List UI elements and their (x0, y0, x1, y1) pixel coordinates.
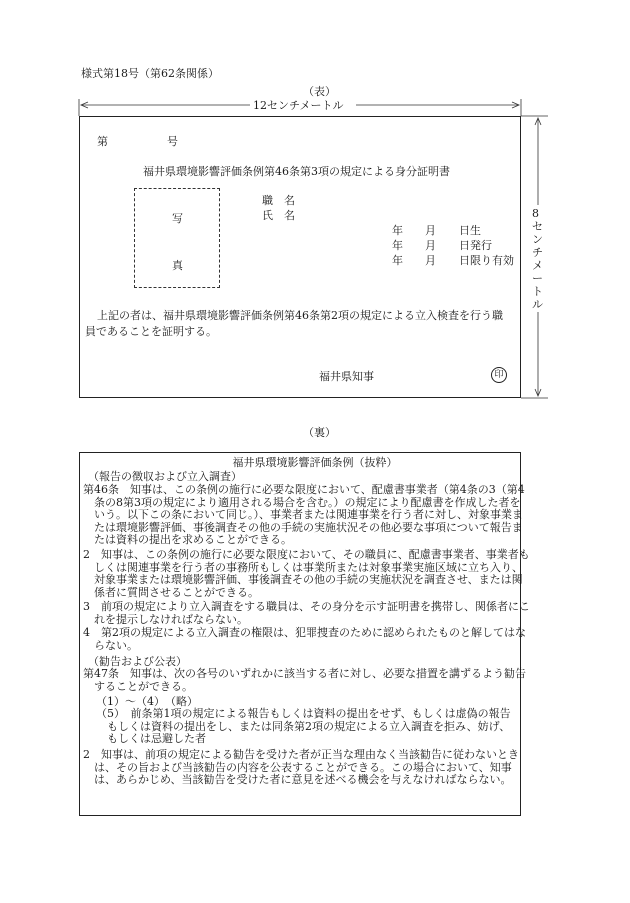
front-side-label: （表） (303, 85, 336, 98)
article-47-paragraph-2: 2 知事は、前項の規定による勧告を受けた者が正当な理由なく当該勧告に従わないときは、その旨および当該勧告の内容を公表することができる。この場合において、知事は、あらかじめ、当該勧告を受けた者に意見を述べる機会を与えなければならない。 (83, 748, 519, 787)
name-label: 氏 名 (262, 209, 295, 222)
width-dimension-label: 12センチメートル (253, 99, 344, 112)
article-47-item-5: （5） 前条第1項の規定による報告もしくは資料の提出をせず、もしくは虚偽の報告もしくは資料の提出をし、または同条第2項の規定による立入調査を拒み、妨げ、もしくは忌避した者 (96, 707, 511, 746)
date-year: 年 (392, 224, 403, 237)
article-47-items-omitted: （1）～（4） （略） (96, 695, 198, 708)
certification-line-2: 員であることを証明する。 (85, 325, 217, 338)
official-seal: 印 (491, 367, 507, 383)
date-year: 年 (392, 254, 403, 267)
article-46-paragraph-1: 第46条 知事は、この条例の施行に必要な限度において、配慮書事業者（第4条の3（第4条の8第3項の規定により適用される場合を含む。）の規定により配慮書を作成した者をいう。以下この条において同じ。）、事業者または関連事業を行う者に対し、対象事業または環境影響評価、事後調査その他の手続の実施状況その他必要な事項について報告または資料の提出を求めることができる。 (83, 483, 525, 547)
date-issued: 日発行 (459, 239, 492, 252)
height-dimension-label: 8センチメートル (532, 207, 543, 311)
date-month: 月 (425, 254, 436, 267)
date-month: 月 (425, 239, 436, 252)
section-heading-reports: （報告の徴収および立入調査） (88, 470, 242, 483)
photo-area (134, 188, 220, 288)
article-46-paragraph-2: 2 知事は、この条例の施行に必要な限度において、その職員に、配慮書事業者、事業者もしくは関連事業を行う者の事務所もしくは事業所または対象事業実施区域に立ち入り、対象事業または環境影響評価、事後調査その他の手続の実施状況を調査させ、または関係者に質問させることができる。 (83, 548, 530, 599)
certification-line-1: 上記の者は、福井県環境影響評価条例第46条第2項の規定による立入検査を行う職 (97, 309, 503, 322)
back-heading: 福井県環境影響評価条例（抜粋） (232, 456, 398, 469)
back-side-label: （裏） (303, 426, 336, 439)
date-year: 年 (392, 239, 403, 252)
article-46-paragraph-3: 3 前項の規定により立入調査をする職員は、その身分を示す証明書を携帯し、関係者にこれを提示しなければならない。 (83, 600, 530, 626)
photo-label-bottom: 真 (172, 259, 183, 272)
form-number: 様式第18号（第62条関係） (81, 67, 219, 80)
position-label: 職 名 (262, 194, 295, 207)
photo-label-top: 写 (172, 212, 183, 225)
section-heading-recommendations: （勧告および公表） (88, 655, 187, 668)
card-number-label: 第 (97, 135, 108, 148)
article-47-paragraph-1: 第47条 知事は、次の各号のいずれかに該当する者に対し、必要な措置を講ずるよう勧告することができる。 (83, 667, 526, 693)
issuer: 福井県知事 (319, 370, 374, 383)
date-month: 月 (425, 224, 436, 237)
article-46-paragraph-4: 4 第2項の規定による立入調査の権限は、犯罪捜査のために認められたものと解してはならない。 (83, 626, 526, 652)
card-number-suffix: 号 (167, 135, 178, 148)
date-birth: 日生 (459, 224, 481, 237)
card-title: 福井県環境影響評価条例第46条第3項の規定による身分証明書 (143, 165, 450, 178)
date-valid-until: 日限り有効 (459, 254, 514, 267)
